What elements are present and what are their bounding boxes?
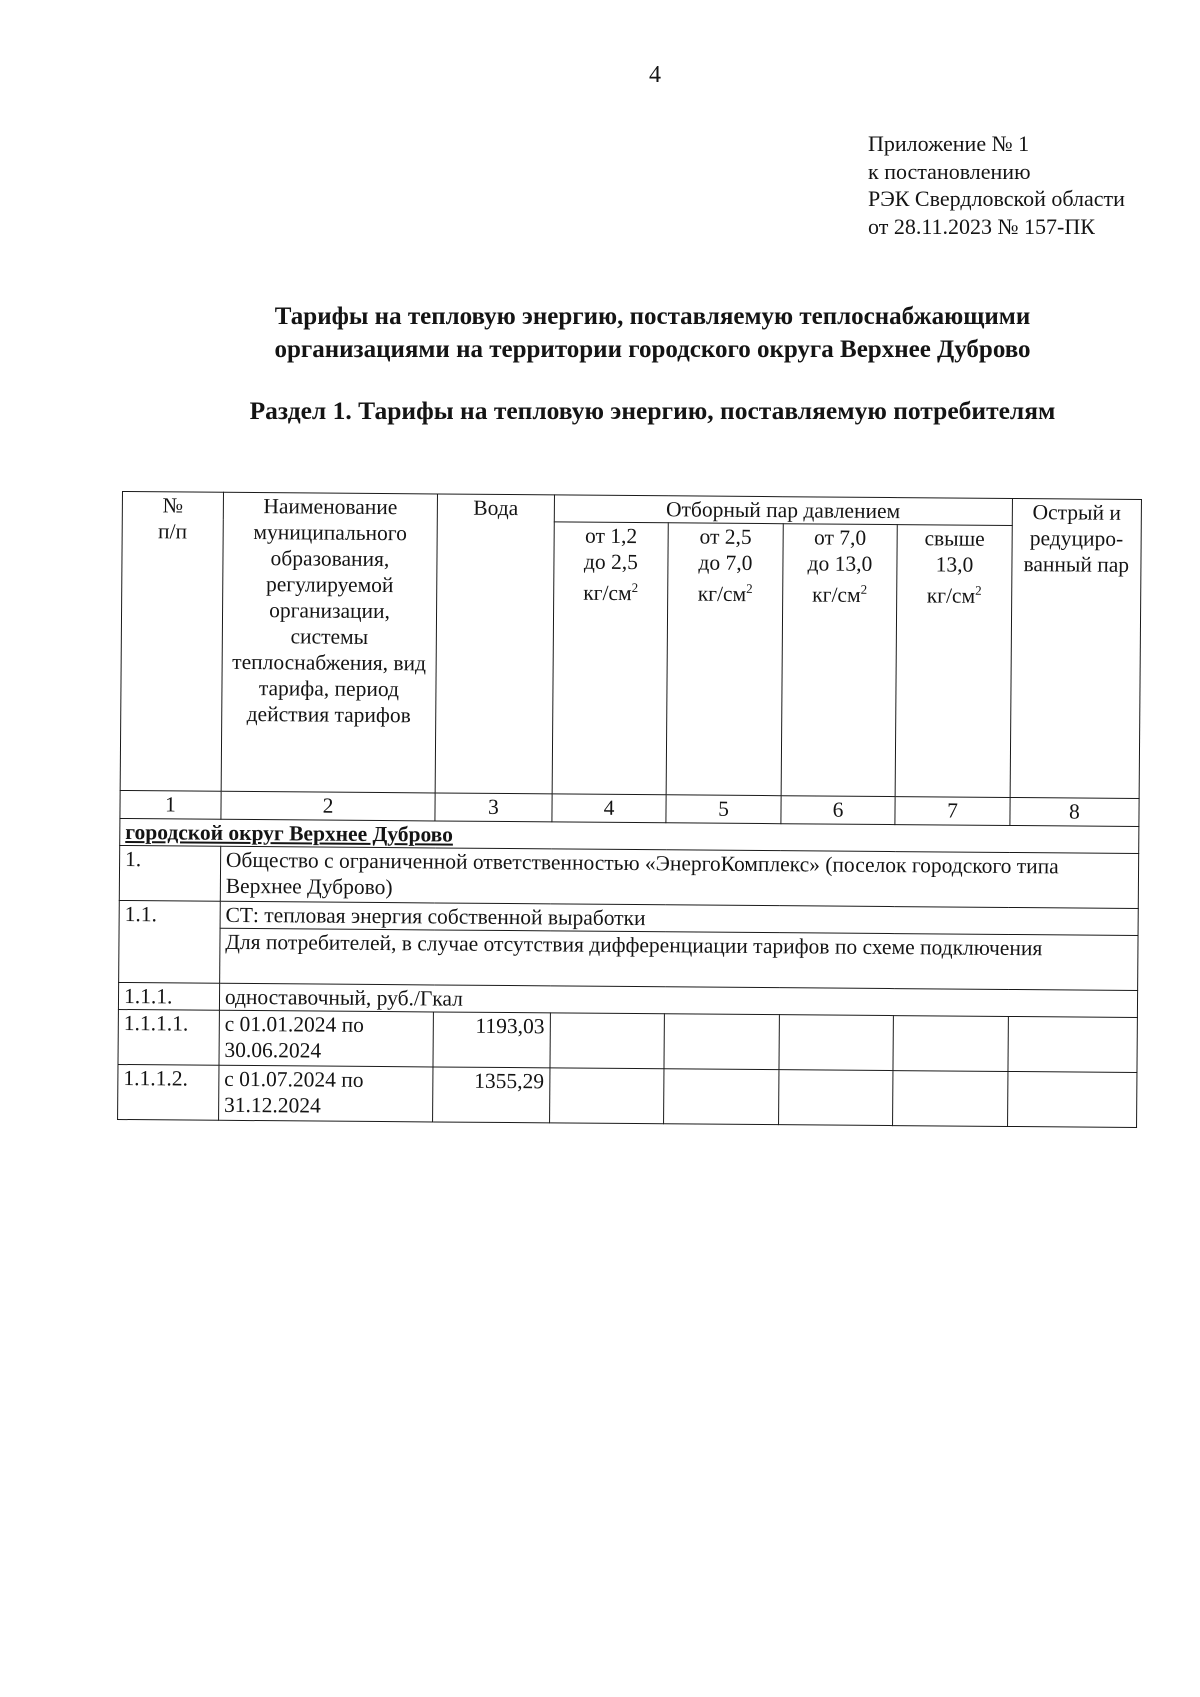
pressure-unit: [902, 577, 1006, 609]
appendix-line: от 28.11.2023 № 157-ПК: [868, 213, 1095, 239]
empty-cell: [893, 1016, 1008, 1072]
column-number: 7: [895, 797, 1010, 826]
page-number: 4: [649, 62, 661, 88]
header-pressure-4: [895, 525, 1012, 798]
unit-text: кг/см: [812, 582, 861, 607]
column-number: 6: [781, 796, 896, 825]
document-title: [130, 300, 1175, 366]
pressure-from: от 2,5: [699, 524, 752, 549]
column-number: 3: [435, 793, 552, 822]
pressure-to: 13,0: [935, 552, 974, 577]
unit-exponent: 2: [860, 581, 868, 597]
header-pressure-3: [781, 524, 898, 797]
section-title: Раздел 1. Тарифы на тепловую энергию, поставляемую потребителям: [249, 396, 1056, 425]
appendix-line: Приложение № 1: [868, 131, 1030, 156]
empty-cell: [549, 1068, 664, 1124]
water-tariff: 1355,29: [433, 1067, 550, 1123]
pressure-unit: [673, 575, 777, 607]
table-row: [118, 1064, 1137, 1127]
column-number: 8: [1010, 797, 1139, 826]
header-pressure-2: [666, 523, 783, 796]
row-number: 1.1.1.1.: [118, 1009, 219, 1065]
unit-text: кг/см: [697, 581, 747, 607]
system-name: СТ: тепловая энергия собственной выработки: [220, 901, 1138, 935]
empty-cell: [1007, 1071, 1137, 1127]
consumer-note: Для потребителей, в случае отсутствия дифференциации тарифов по схеме подключения: [219, 928, 1138, 990]
period: с 01.01.2024 по 30.06.2024: [219, 1010, 434, 1067]
empty-cell: [664, 1069, 779, 1125]
pressure-from: от 1,2: [584, 523, 638, 549]
pressure-from: свыше: [924, 526, 985, 551]
pressure-to: до 2,5: [583, 549, 639, 575]
title-line: Тарифы на тепловую энергию, поставляемую теплоснабжающими: [274, 303, 1031, 330]
unit-text: кг/см: [926, 583, 976, 608]
tariff-type: одноставочный, руб./Гкал: [219, 983, 1137, 1017]
period: с 01.07.2024 по 31.12.2024: [218, 1065, 433, 1122]
header-num-symbol: №: [162, 493, 184, 518]
header-sharp-steam: Острый и редуциро-ванный пар: [1010, 498, 1142, 798]
tariff-table: [117, 491, 1142, 1128]
row-number: 1.: [119, 845, 220, 901]
row-number: 1.1.1.2.: [118, 1064, 219, 1120]
unit-text: кг/см: [583, 580, 632, 606]
title-line: организациями на территории городского округа Верхнее Дуброво: [274, 336, 1031, 363]
appendix-line: к постановлению: [868, 158, 1031, 184]
water-tariff: 1193,03: [433, 1012, 550, 1068]
empty-cell: [779, 1015, 894, 1071]
unit-exponent: 2: [975, 582, 982, 598]
organization-name: Общество с ограниченной ответственностью «ЭнергоКомплекс» (поселок городского типа Верхнее Дуброво): [220, 846, 1139, 908]
column-number: 4: [552, 794, 667, 823]
header-num-cell: [120, 492, 223, 792]
unit-exponent: 2: [631, 580, 639, 596]
appendix-block: [868, 130, 1125, 240]
header-row: [122, 492, 1141, 527]
empty-cell: [1008, 1016, 1138, 1072]
appendix-line: РЭК Свердловской области: [868, 186, 1125, 211]
header-steam-group: Отборный пар давлением: [554, 495, 1012, 526]
pressure-unit: [559, 574, 663, 606]
column-number: 5: [666, 795, 781, 824]
empty-cell: [550, 1013, 665, 1069]
empty-cell: [778, 1070, 893, 1126]
pressure-unit: [788, 576, 892, 608]
empty-cell: [893, 1071, 1008, 1127]
header-water-cell: Вода: [435, 494, 554, 794]
empty-cell: [664, 1014, 779, 1070]
table-row: [119, 927, 1138, 990]
column-number: 2: [221, 791, 436, 821]
header-pressure-1: [552, 522, 669, 795]
table-row: [118, 1009, 1137, 1072]
unit-exponent: 2: [746, 580, 753, 596]
header-name-cell: Наименование муниципального образования, регулируемой организации, системы теплоснабжения, вид тарифа, период действия тарифов: [221, 492, 438, 793]
header-num-label: п/п: [158, 519, 188, 544]
pressure-to: до 13,0: [807, 551, 873, 576]
row-number: 1.1.: [119, 900, 220, 983]
row-number: 1.1.1.: [118, 982, 219, 1010]
group-label: городской округ Верхнее Дуброво: [120, 818, 1139, 853]
pressure-from: от 7,0: [813, 525, 867, 550]
table-row: [119, 845, 1138, 908]
pressure-to: до 7,0: [698, 550, 753, 575]
column-number: 1: [120, 790, 221, 819]
